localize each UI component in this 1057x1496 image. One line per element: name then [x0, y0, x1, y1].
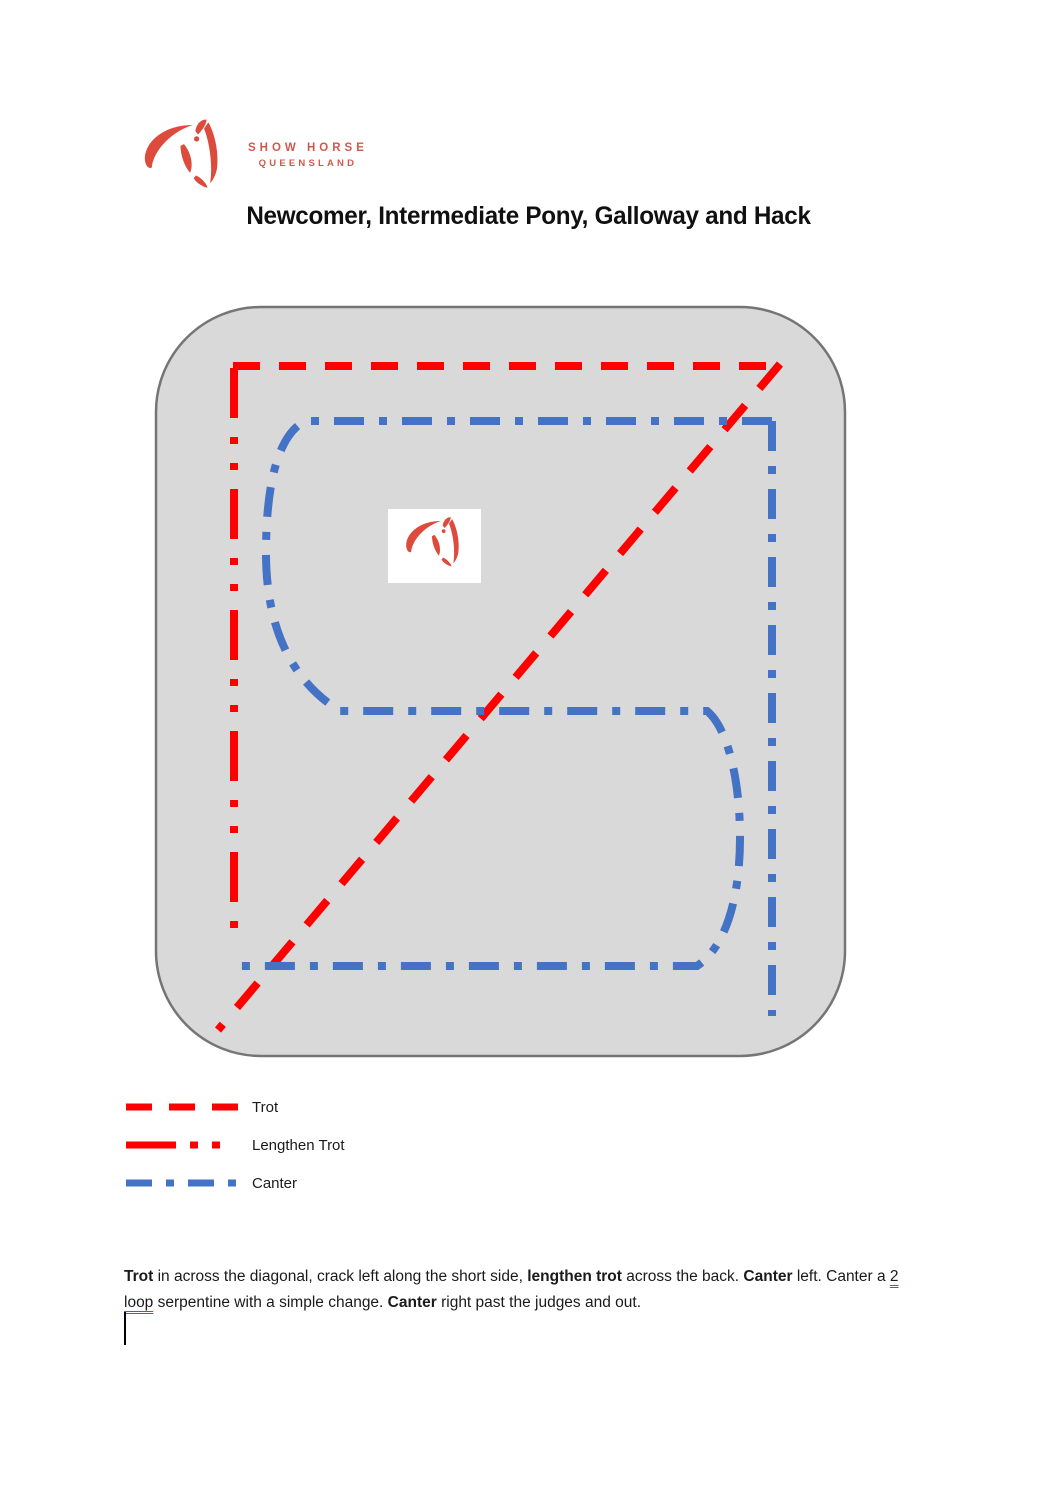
legend-row-lengthen-trot	[124, 1126, 345, 1164]
legend-label: Canter	[252, 1174, 298, 1192]
legend	[124, 1088, 345, 1202]
trot-line-swatch	[124, 1102, 252, 1112]
brand-name: SHOW HORSE	[248, 141, 368, 154]
legend-label: Lengthen Trot	[252, 1136, 345, 1154]
document-title[interactable]: Newcomer, Intermediate Pony, Galloway and Hack	[246, 202, 811, 230]
arena-center-logo[interactable]	[388, 509, 481, 583]
legend-row-trot	[124, 1088, 345, 1126]
legend-row-canter	[124, 1164, 345, 1202]
text-cursor	[124, 1312, 126, 1345]
canter-line-swatch	[124, 1178, 252, 1188]
legend-label: Trot	[252, 1098, 279, 1116]
arena-outline	[156, 307, 845, 1056]
lengthen-trot-line-swatch	[124, 1140, 252, 1150]
brand-region: QUEENSLAND	[258, 157, 358, 169]
instructions-text[interactable]: Trot in across the diagonal, crack left along the short side, lengthen trot across the back. Canter left. Canter a 2 loop serpentine with a simple change. Canter right past the judges and out.	[124, 1267, 899, 1311]
